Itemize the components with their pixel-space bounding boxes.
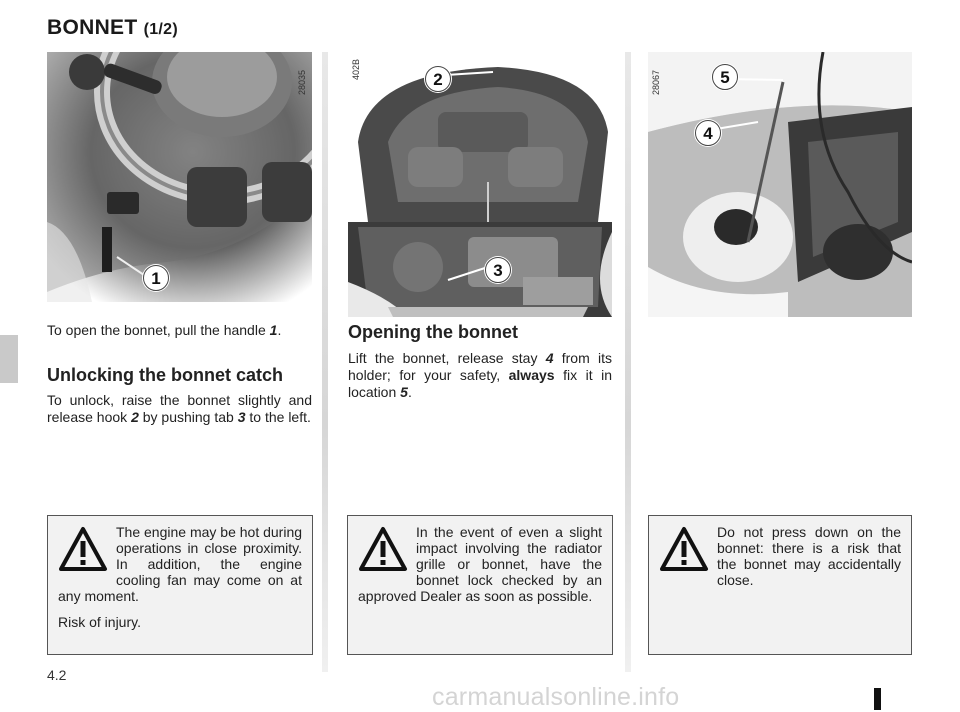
ref-handle-1: 1 bbox=[269, 322, 278, 338]
watermark-text: carmanualsonline.info bbox=[432, 683, 680, 711]
callout-3: 3 bbox=[485, 257, 511, 283]
heading-opening: Opening the bonnet bbox=[348, 322, 518, 342]
warning-triangle-icon bbox=[659, 526, 709, 572]
bonnet-stay-photo bbox=[648, 52, 912, 317]
emphasis-always: always bbox=[508, 367, 555, 383]
warning-triangle-icon bbox=[58, 526, 108, 572]
open-bonnet-photo bbox=[348, 52, 612, 317]
page-title-text: BONNET bbox=[47, 16, 138, 39]
image-ref-code: 28067 bbox=[651, 69, 661, 95]
warning-box-hot-engine bbox=[47, 515, 313, 655]
warning-text: The engine may be hot during operations in close proximity. In addition, the engine cooling fan may come on at any moment. bbox=[58, 524, 303, 604]
callout-2: 2 bbox=[425, 66, 451, 92]
bookmark-marker bbox=[874, 688, 881, 710]
warning-box-press-down bbox=[648, 515, 912, 655]
column-divider-right bbox=[625, 52, 631, 672]
open-instructions: To open the bonnet, pull the handle 1. bbox=[47, 322, 282, 338]
page-title bbox=[47, 16, 178, 40]
ref-tab-3: 3 bbox=[237, 409, 246, 425]
opening-instructions: Lift the bonnet, release stay 4 from its holder; for your safety, always fix it in location 5. bbox=[348, 350, 613, 400]
unlocking-instructions: To unlock, raise the bonnet slightly and release hook 2 by pushing tab 3 to the left. bbox=[47, 392, 312, 425]
heading-unlocking: Unlocking the bonnet catch bbox=[47, 365, 284, 385]
warning-triangle-icon bbox=[358, 526, 408, 572]
warning-box-impact bbox=[347, 515, 613, 655]
column-divider-left bbox=[322, 52, 328, 672]
callout-4: 4 bbox=[695, 120, 721, 146]
ref-stay-4: 4 bbox=[545, 350, 554, 366]
callout-1: 1 bbox=[143, 265, 169, 291]
section-side-tab bbox=[0, 335, 18, 383]
page-title-part: (1/2) bbox=[143, 21, 179, 38]
warning-text: In the event of even a slight impact involving the radiator grille or bonnet, have the bonnet lock checked by an approved Dealer as soon as possible. bbox=[358, 524, 602, 604]
steering-wheel-photo bbox=[47, 52, 312, 302]
warning-text: Do not press down on the bonnet: there is a risk that the bonnet may accidentally close. bbox=[717, 524, 901, 588]
image-ref-code: 402B bbox=[351, 58, 361, 80]
warning-note: Risk of injury. bbox=[58, 614, 141, 630]
ref-hook-2: 2 bbox=[131, 409, 139, 425]
page-number: 4.2 bbox=[47, 667, 67, 683]
callout-5: 5 bbox=[712, 64, 738, 90]
ref-location-5: 5 bbox=[400, 384, 408, 400]
image-ref-code: 28035 bbox=[297, 69, 307, 95]
